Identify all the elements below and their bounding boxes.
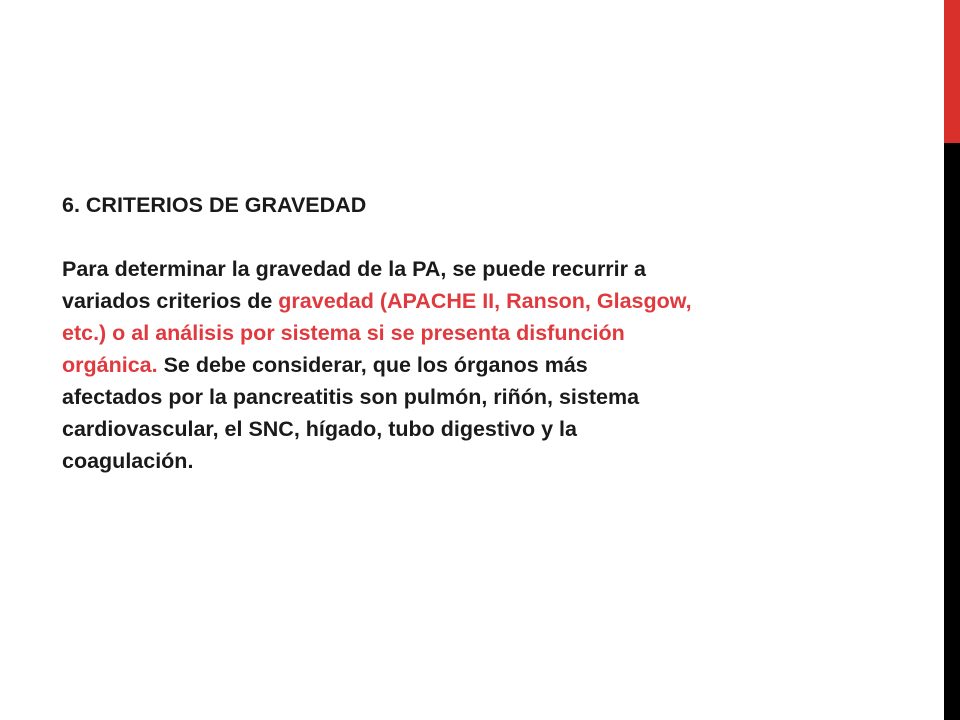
paragraph-text: Se debe considerar, que los órganos más xyxy=(157,353,588,377)
paragraph-line xyxy=(62,349,862,381)
paragraph-line xyxy=(62,445,862,477)
paragraph-text: coagulación. xyxy=(62,449,194,473)
right-sidebar-accent xyxy=(944,0,960,143)
paragraph-text: Para determinar la gravedad de la PA, se puede recurrir a xyxy=(62,257,646,281)
paragraph-line xyxy=(62,253,862,285)
slide-content xyxy=(62,189,862,477)
highlighted-text: orgánica. xyxy=(62,353,158,377)
slide-paragraph xyxy=(62,253,862,477)
slide-heading: 6. CRITERIOS DE GRAVEDAD xyxy=(62,193,367,217)
highlighted-text: gravedad (APACHE II, Ranson, Glasgow, xyxy=(278,289,692,313)
paragraph-line xyxy=(62,381,862,413)
paragraph-line xyxy=(62,285,862,317)
paragraph-text: afectados por la pancreatitis son pulmón, riñón, sistema xyxy=(62,385,640,409)
highlighted-text: etc.) o al análisis por sistema si se presenta disfunción xyxy=(62,321,625,345)
paragraph-line xyxy=(62,317,862,349)
paragraph-text: cardiovascular, el SNC, hígado, tubo digestivo y la xyxy=(62,417,577,441)
paragraph-line xyxy=(62,413,862,445)
paragraph-text: variados criterios de xyxy=(62,289,279,313)
